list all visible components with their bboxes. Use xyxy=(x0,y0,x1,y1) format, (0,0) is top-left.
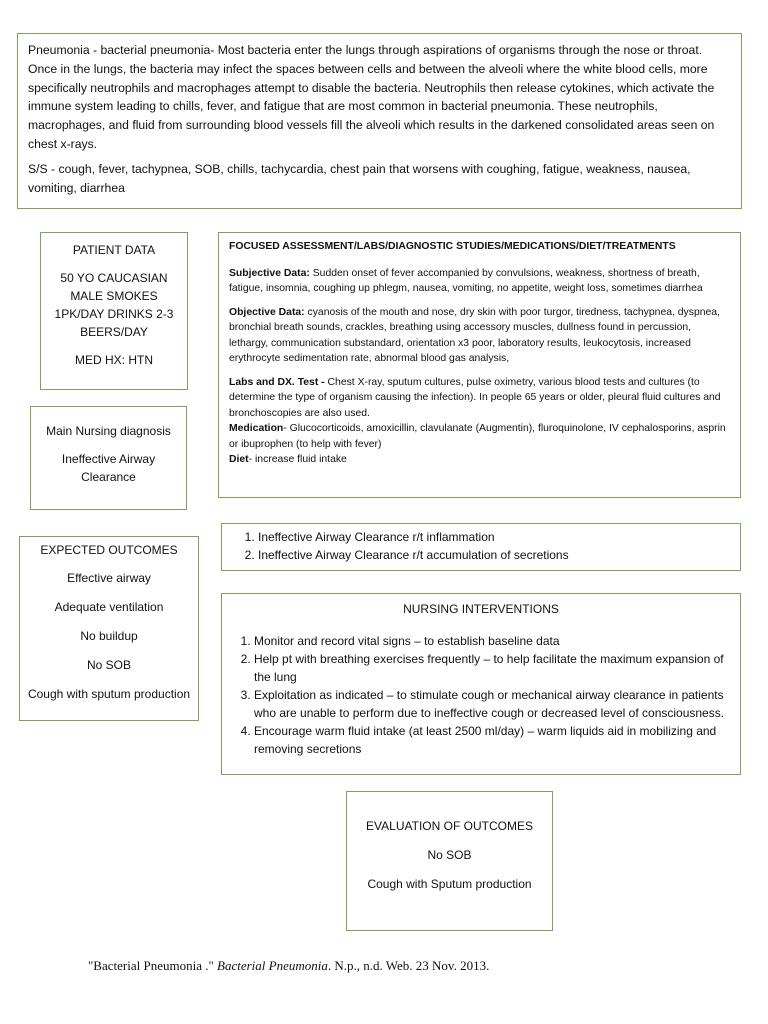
pathophysiology-text: Pneumonia - bacterial pneumonia- Most bacteria enter the lungs through aspirations of organisms through the nose or throat. Once in the lungs, the bacteria may infect the spaces between cells and between the alveoli where the white blood cells, more specifically neutrophils and macrophages attempt to disable the bacteria. Neutrophils then release cytokines, which activate the immune system leading to chills, fever, and fatigue that are most common in bacterial pneumonia. These neutrophils, macrophages, and fluid from surrounding blood vessels fill the alveoli which results in the darkened consolidated areas seen on chest x-rays. xyxy=(28,43,715,151)
medication-text: - Glucocorticoids, amoxicillin, clavulanate (Augmentin), fluroquinolone, IV cephalosporins, asprin or ibuprophen (to help with fever) xyxy=(229,423,726,450)
focused-assessment-title: FOCUSED ASSESSMENT/LABS/DIAGNOSTIC STUDIES/MEDICATIONS/DIET/TREATMENTS xyxy=(229,241,676,252)
citation-source: Bacterial Pneumonia xyxy=(217,958,328,973)
list-item: 2. Help pt with breathing exercises frequently – to help facilitate the maximum expansion of the lung xyxy=(254,650,734,686)
nursing-interventions-box xyxy=(221,593,741,775)
list-item: 4. Encourage warm fluid intake (at least 2500 ml/day) – warm liquids aid in mobilizing and removing secretions xyxy=(254,722,734,758)
objective-text: cyanosis of the mouth and nose, dry skin with poor turgor, tiredness, tachypnea, dyspnea, bronchial breath sounds, crackles, breathing using accessory muscles, dullness found in percussion, lethargy, communication substandard, orientation x3 poor, laboratory results, leukocytosis, increased erythrocyte sedimentation rate, abnormal blood gas analysis, xyxy=(229,306,720,364)
citation-title: "Bacterial Pneumonia ." xyxy=(88,958,218,973)
main-diagnosis-box xyxy=(30,406,187,510)
subjective-text: Sudden onset of fever accompanied by convulsions, weakness, shortness of breath, fatigue, insomnia, coughing up phlegm, nausea, vomiting, no appetite, weight loss, sometimes diarrhea xyxy=(229,267,703,294)
objective-label: Objective Data: xyxy=(229,306,305,318)
list-item: 2. Ineffective Airway Clearance r/t accumulation of secretions xyxy=(258,546,732,564)
medical-history: MED HX: HTN xyxy=(75,353,153,367)
medication-data xyxy=(229,421,730,452)
signs-symptoms-text: S/S - cough, fever, tachypnea, SOB, chills, tachycardia, chest pain that worsens with coughing, fatigue, weakness, nausea, vomiting, diarrhea xyxy=(28,161,691,195)
diet-label: Diet xyxy=(229,454,249,465)
medication-label: Medication xyxy=(229,423,284,434)
evaluation-item: Cough with Sputum production xyxy=(367,877,532,891)
main-diagnosis-title: Main Nursing diagnosis xyxy=(46,424,171,438)
evaluation-box xyxy=(346,791,553,931)
list-item: 1. Ineffective Airway Clearance r/t inflammation xyxy=(258,528,732,546)
objective-data xyxy=(229,305,730,367)
diet-data xyxy=(229,452,730,468)
labs-label: Labs and DX. Test - xyxy=(229,376,325,388)
list-item: 3. Exploitation as indicated – to stimulate cough or mechanical airway clearance in patients who are unable to perform due to ineffective cough or decreased level of consciousness. xyxy=(254,686,734,722)
outcome-item: Effective airway xyxy=(67,571,151,585)
outcome-item: Cough with sputum production xyxy=(27,687,191,701)
diet-text: - increase fluid intake xyxy=(248,454,347,465)
evaluation-title: EVALUATION OF OUTCOMES xyxy=(366,819,533,833)
subjective-label: Subjective Data: xyxy=(229,267,310,279)
focused-assessment-box xyxy=(218,232,741,498)
nursing-diagnosis-list xyxy=(230,528,732,564)
labs-text: Chest X-ray, sputum cultures, pulse oximetry, various blood tests and cultures (to determine the type of organism causing the infection). In people 65 years or older, pleural fluid cultures and bronchoscopies are also used. xyxy=(229,376,721,419)
outcome-item: No buildup xyxy=(80,629,138,643)
citation-details: . N.p., n.d. Web. 23 Nov. 2013. xyxy=(327,958,490,973)
outcome-item: No SOB xyxy=(86,658,131,672)
expected-outcomes-title: EXPECTED OUTCOMES xyxy=(40,543,178,557)
pathophysiology-box xyxy=(17,33,742,209)
nursing-interventions-title: NURSING INTERVENTIONS xyxy=(403,602,559,616)
patient-data-title: PATIENT DATA xyxy=(72,243,156,257)
patient-data-box xyxy=(40,232,188,390)
nursing-diagnosis-list-box xyxy=(221,523,741,571)
patient-description: 50 YO CAUCASIAN MALE SMOKES 1PK/DAY DRINKS 2-3 BEERS/DAY xyxy=(54,271,174,339)
interventions-list xyxy=(228,632,734,758)
expected-outcomes-box xyxy=(19,536,199,721)
subjective-data xyxy=(229,266,730,297)
citation xyxy=(88,958,489,974)
main-diagnosis-value: Ineffective Airway Clearance xyxy=(61,452,156,484)
evaluation-item: No SOB xyxy=(427,848,472,862)
outcome-item: Adequate ventilation xyxy=(54,600,164,614)
list-item: 1. Monitor and record vital signs – to establish baseline data xyxy=(254,632,734,650)
labs-data xyxy=(229,375,730,422)
